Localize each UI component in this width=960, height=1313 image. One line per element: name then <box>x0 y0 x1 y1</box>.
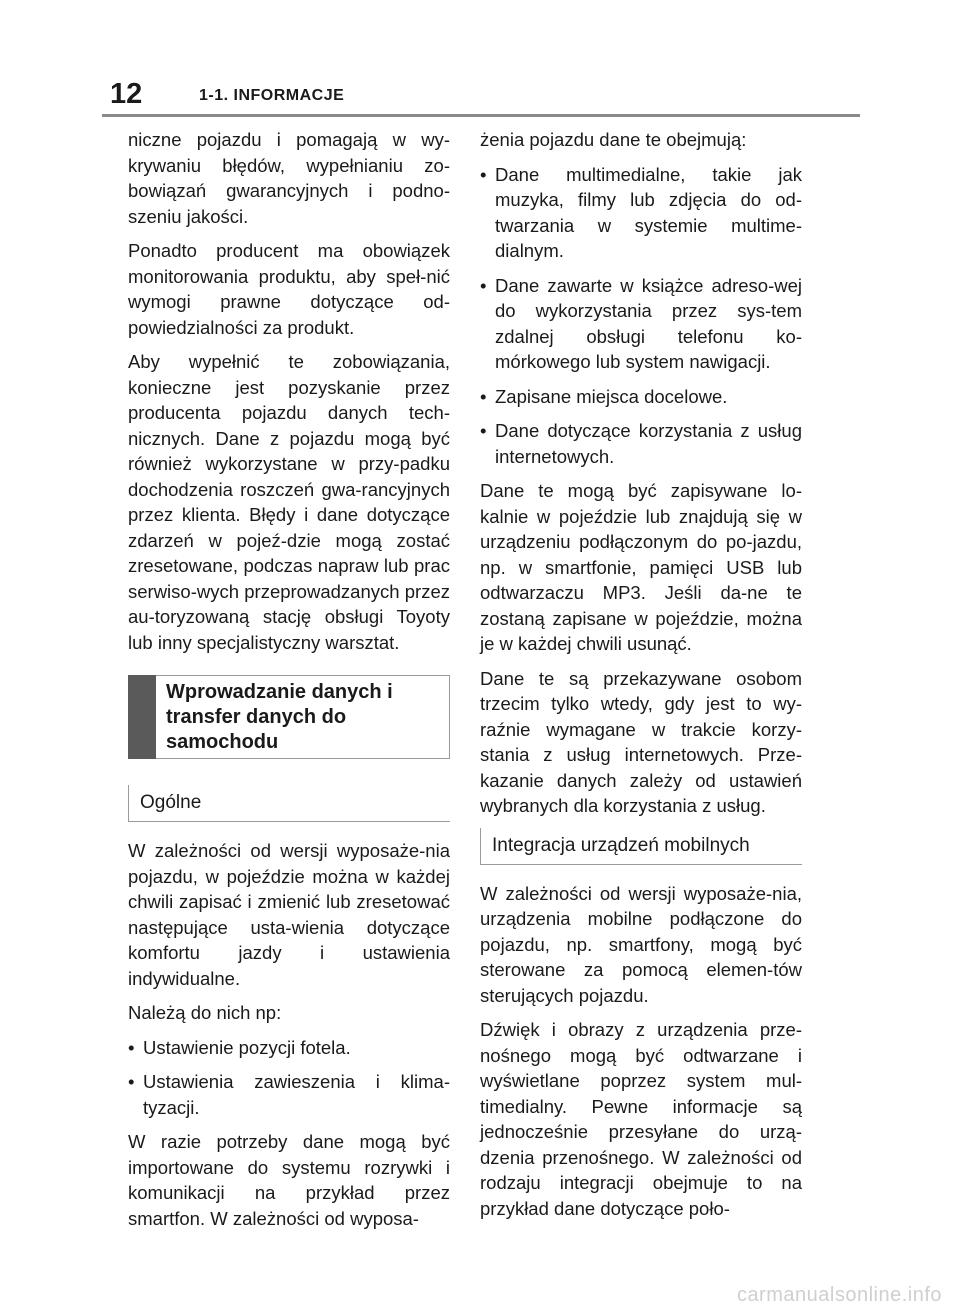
bullet-icon: • <box>480 274 487 296</box>
bullet-icon: • <box>128 1036 135 1058</box>
paragraph: W razie potrzeby dane mogą być importowane do systemu rozrywki i komunikacji na przykład przez smartfon. W zależności od wyposa- <box>128 1131 450 1229</box>
list-item <box>128 1069 450 1120</box>
subheading-integracja <box>480 828 802 865</box>
subheading-ogolne <box>128 785 450 822</box>
paragraph: W zależności od wersji wyposaże-nia pojazdu, w pojeździe można w każdej chwili zapisać i zmienić lub zresetować następujące usta-wienia dotyczące komfortu jazdy i ustawienia indywidualne. <box>128 840 450 989</box>
list-item <box>480 384 802 410</box>
bullet-icon: • <box>128 1071 135 1092</box>
bullet-icon: • <box>480 420 487 441</box>
header-rule <box>102 114 860 117</box>
section-heading-box <box>128 675 450 759</box>
paragraph: Aby wypełnić te zobowiązania, konieczne jest pozyskanie przez producenta pojazdu danych tech-nicznych. Dane z pojazdu mogą być również wykorzystane w przy-padku dochodzenia roszczeń gwa-rancyjnych przez klienta. Błędy i dane dotyczące zdarzeń w pojeź-dzie mogą zostać zresetowane, podczas napraw lub prac serwiso-wych przeprowadzanych przez au-toryzowaną stację obsługi Toyoty lub inny specjalistyczny warsztat. <box>128 351 450 653</box>
subheading-text: Ogólne <box>140 792 202 813</box>
list-item-text: Dane multimedialne, takie jak muzyka, filmy lub zdjęcia do od-twarzania w systemie multime-dialnym. <box>495 163 802 261</box>
paragraph: Dane te są przekazywane osobom trzecim tylko wtedy, gdy jest to wy-raźnie wymagane w trakcie korzy-stania z usług internetowych. Prze-kazanie danych zależy od ustawień wybranych dla korzystania z usług. <box>480 667 802 816</box>
bullet-icon: • <box>480 385 487 407</box>
list-item-text: Dane zawarte w książce adreso-wej do wykorzystania przez sys-tem zdalnej obsługi telefonu ko-mórkowego lub system nawigacji. <box>495 274 802 372</box>
left-column <box>128 127 450 1240</box>
page-header <box>102 78 862 118</box>
list-item <box>128 1035 450 1061</box>
right-column <box>480 127 802 1230</box>
section-title: 1-1. INFORMACJE <box>199 87 345 104</box>
subheading-bar <box>128 785 129 821</box>
paragraph: Dane te mogą być zapisywane lo-kalnie w pojeździe lub znajdują się w urządzeniu podłączonym do po-jazdu, np. w smartfonie, pamięci USB lub odtwarzaczu MP3. Jeśli da-ne te zostaną zapisane w pojeździe, można je w każdej chwili usunąć. <box>480 480 802 654</box>
list-item <box>480 273 802 375</box>
list-item-text: Ustawienie pozycji fotela. <box>143 1036 351 1058</box>
paragraph: Ponadto producent ma obowiązek monitorowania produktu, aby speł-nić wymogi prawne dotyczące od-powiedzialności za produkt. <box>128 240 450 338</box>
watermark: carmanualsonline.info <box>736 1284 942 1306</box>
section-heading: Wprowadzanie danych i transfer danych do samochodu <box>166 681 393 753</box>
paragraph: W zależności od wersji wyposaże-nia, urządzenia mobilne podłączone do pojazdu, np. smartfony, mogą być sterowane za pomocą elemen-tów sterujących pojazdu. <box>480 882 802 1006</box>
page-number: 12 <box>110 78 143 110</box>
heading-bar <box>128 675 156 759</box>
list-item-text: Dane dotyczące korzystania z usług internetowych. <box>495 420 802 467</box>
subheading-bar <box>480 828 481 864</box>
list-item-text: Zapisane miejsca docelowe. <box>495 385 728 407</box>
bullet-icon: • <box>480 163 487 185</box>
list-item <box>480 162 802 264</box>
list-item-text: Ustawienia zawieszenia i klima-tyzacji. <box>143 1071 450 1118</box>
paragraph: żenia pojazdu dane te obejmują: <box>480 129 747 150</box>
paragraph: Należą do nich np: <box>128 1002 282 1023</box>
list-item <box>480 418 802 469</box>
paragraph: niczne pojazdu i pomagają w wy-krywaniu błędów, wypełnianiu zo-bowiązań gwarancyjnych i podno-szeniu jakości. <box>128 129 450 227</box>
subheading-text: Integracja urządzeń mobilnych <box>492 834 750 856</box>
paragraph: Dźwięk i obrazy z urządzenia prze-nośnego mogą być odtwarzane i wyświetlane poprzez system mul-timedialny. Pewne informacje są jednocześnie przesyłane do urzą-dzenia przenośnego. W zależności od rodzaju integracji obejmuje to na przykład dane dotyczące poło- <box>480 1019 802 1219</box>
